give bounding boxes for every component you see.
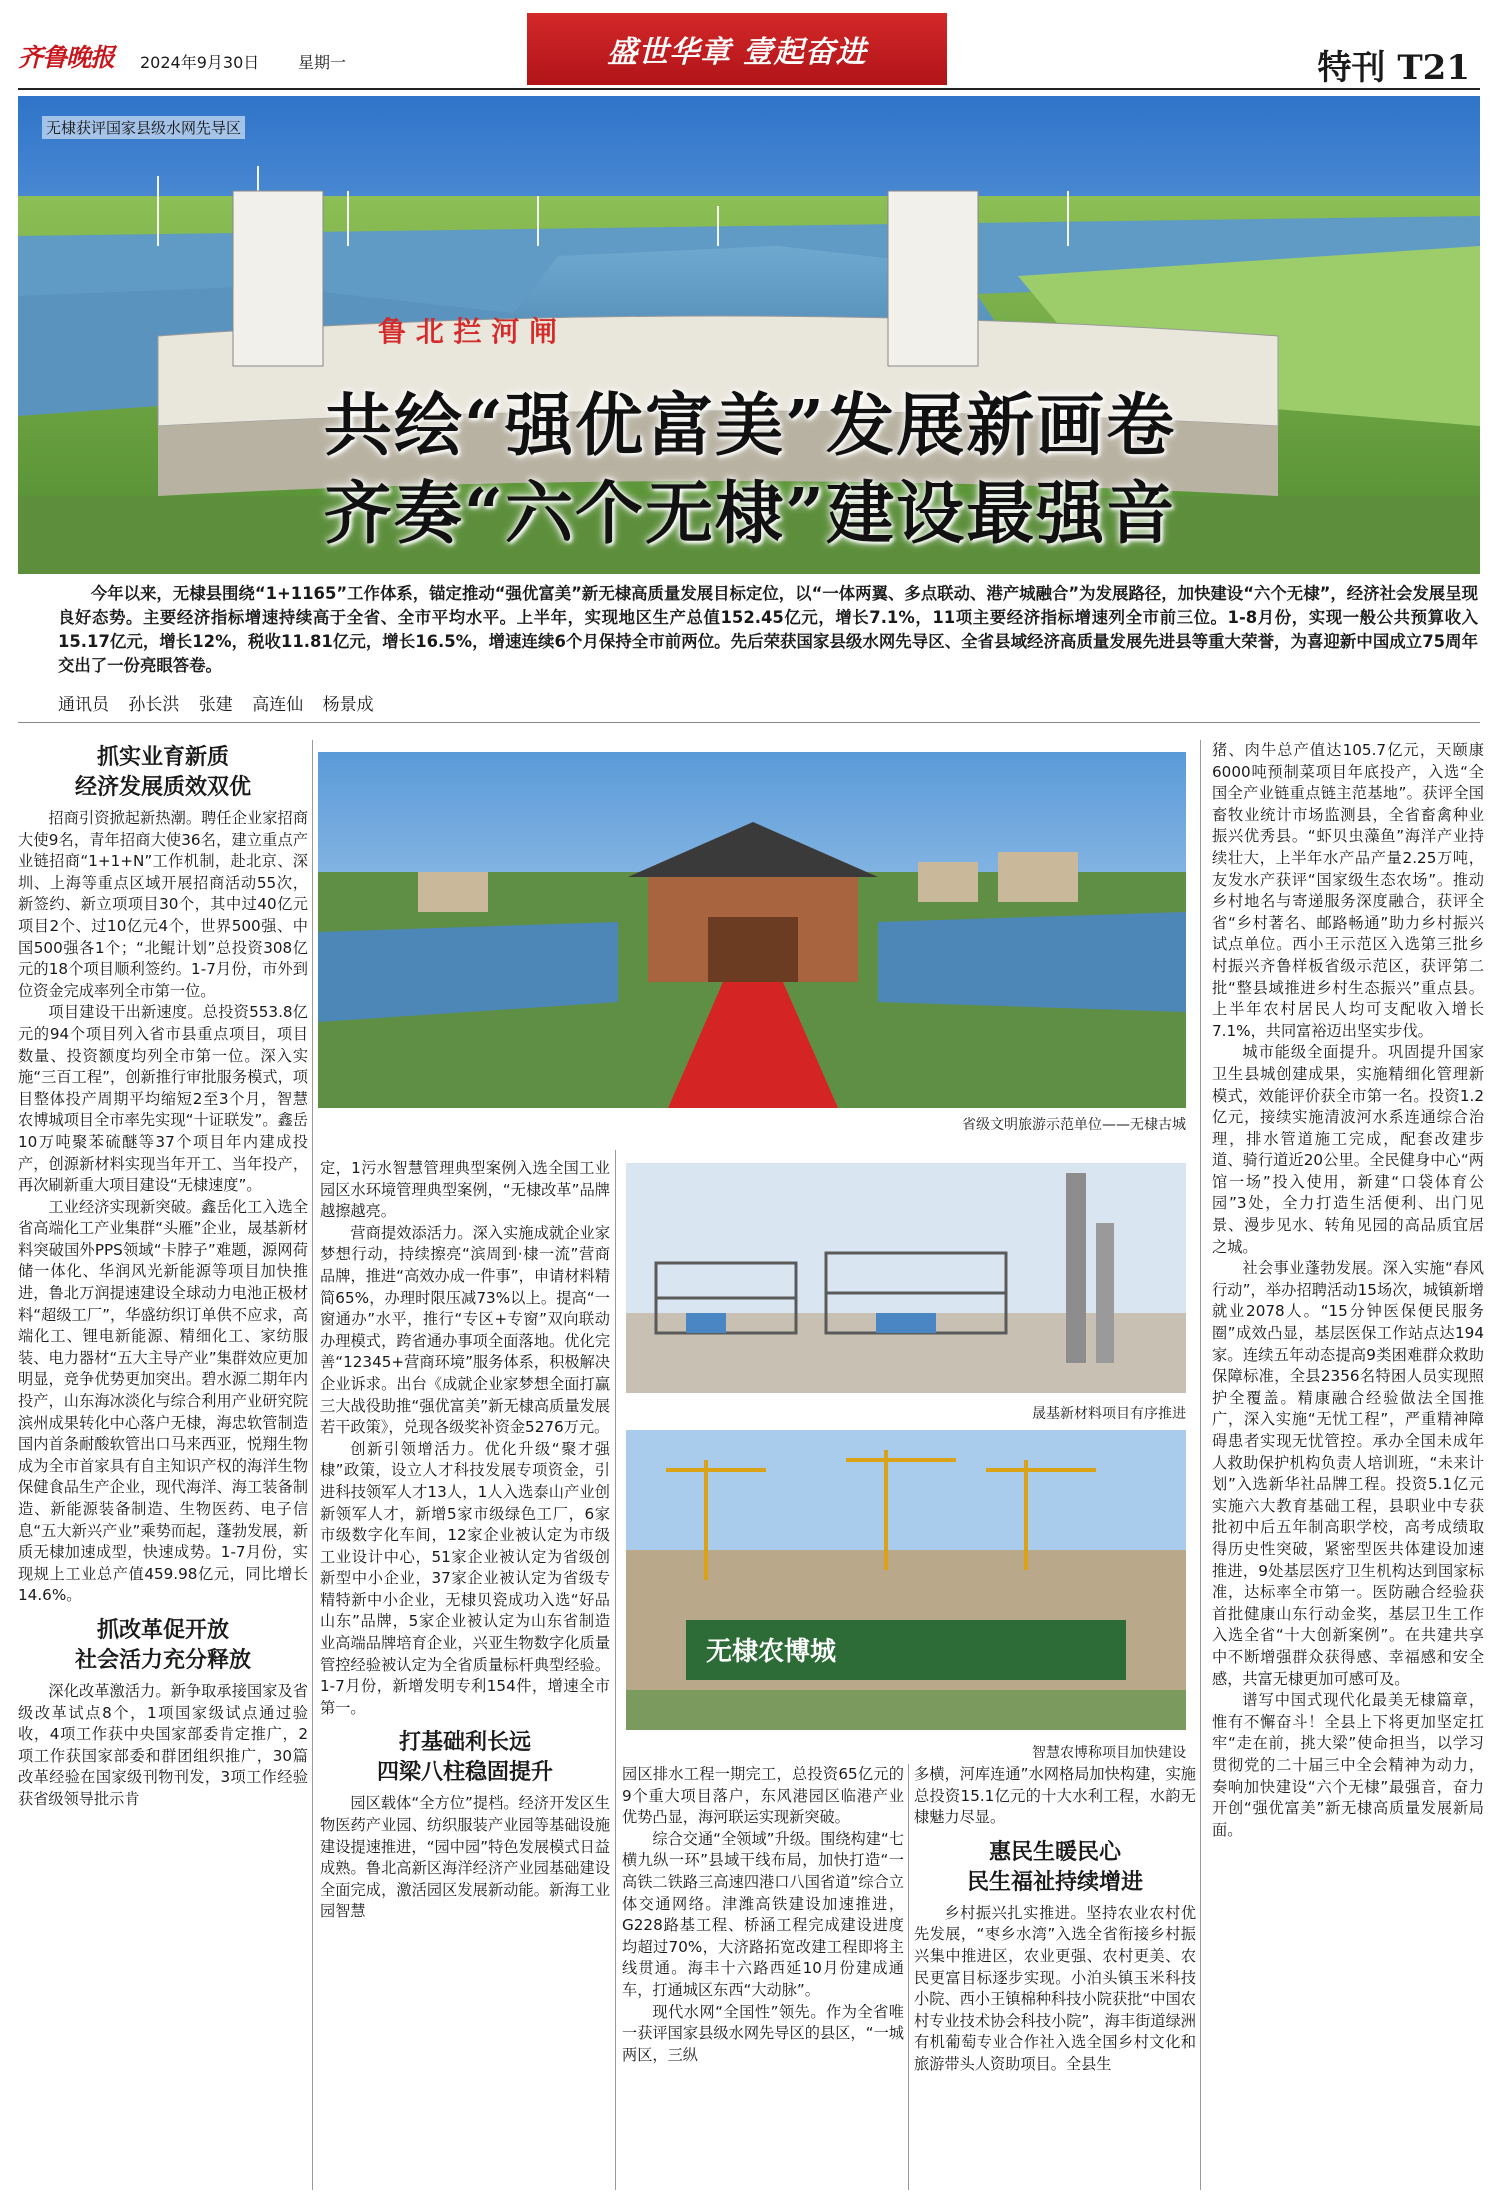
paragraph: 猪、肉牛总产值达105.7亿元，天颐康6000吨预制菜项目年底投产，入选“全国全产业链重点链主范基地”。获评全国畜牧业统计市场监测县，全省畜禽种业振兴优秀县。“虾贝虫藻鱼”海洋产业持续壮大，上半年水产品产量2.25万吨，友发水产获评“国家级生态农场”。推动乡村地名与寄递服务深度融合，获评全省“乡村著名、邮路畅通”助力乡村振兴试点单位。西小王示范区入选第三批乡村振兴齐鲁样板省级示范区，获评第二批“整县域推进乡村生态振兴”重点县。上半年农村居民人均可支配收入增长7.1%，共同富裕迈出坚实步伐。: [1212, 741, 1484, 1040]
column-divider: [908, 1764, 909, 2190]
photo-material-project: [626, 1163, 1186, 1393]
issue-weekday: 星期一: [298, 53, 347, 72]
construction-sign: 无棣农博城: [706, 1637, 837, 1667]
section-heading: 抓实业育新质 经济发展质效双优: [74, 744, 251, 800]
section-heading: 抓改革促开放 社会活力充分释放: [74, 1616, 251, 1673]
photo-agri-expo-project: [626, 1430, 1186, 1730]
paragraph: 创新引领增活力。优化升级“聚才强棣”政策，设立人才科技发展专项资金，引进科技领军人才13人，1人入选泰山产业创新领军人才，新增5家市级绿色工厂，6家市级数字化车间，12家企业被认定为市级工业设计中心，51家企业被认定为省级创新型中小企业，37家企业被认定为省级专精特新中小企业，无棣贝瓷成功入选“好品山东”品牌，5家企业被认定为山东省制造业高端品牌培育企业，兴亚生物数字化质量管控经验被认定为全省质量标杆典型经验。1-7月份，新增发明专利154件，增速全市第一。: [320, 1439, 610, 1717]
column-divider: [1200, 740, 1201, 2190]
headline-line-1: 共绘“强优富美”发展新画卷: [323, 386, 1177, 466]
paragraph: 工业经济实现新突破。鑫岳化工入选全省高端化工产业集群“头雁”企业，晟基新材料突破国外PPS领域“卡脖子”难题，源网荷储一体化、华润风光新能源等项目加快推进，鲁北万润提速建设全球动力电池正极材料“超级工厂”，华盛纺织订单供不应求，高端化工、锂电新能源、精细化工、家纺服装、电力器材“五大主导产业”集群效应更加明显，竞争优势更加突出。碧水源二期年内投产，山东海冰淡化与综合利用产业研究院滨州成果转化中心落户无棣，海忠软管制造国内首条耐酸软管出口马来西亚，悦翔生物成为全市首家具有自主知识产权的海洋生物保健食品生产企业，现代海洋、海工装备制造、新能源装备制造、生物医药、电子信息“五大新兴产业”乘势而起，蓬勃发展，新质无棣加速成型，快速成势。1-7月份，实现规上工业总产值459.98亿元，同比增长14.6%。: [18, 1197, 308, 1605]
section-heading: 打基础利长远 四梁八柱稳固提升: [376, 1729, 553, 1786]
slogan-banner: 盛世华章 壹起奋进: [527, 13, 947, 85]
header-rule: [18, 88, 1480, 90]
byline: 通讯员 孙长洪 张建 高连仙 杨景成: [58, 695, 374, 715]
photo-ancient-city: [318, 752, 1186, 1108]
paragraph: 乡村振兴扎实推进。坚持农业农村优先发展，“枣乡水湾”入选全省衔接乡村振兴集中推进区，农业更强、农村更美、农民更富目标逐步实现。小泊头镇玉米科技小院、西小王镇棉种科技小院获批“中国农村专业技术协会科技小院”，海丰街道绿洲有机葡萄专业合作社入选全国乡村文化和旅游带头人资助项目。全县生: [914, 1903, 1196, 2073]
paragraph: 园区排水工程一期完工，总投资65亿元的9个重大项目落户，东风港园区临港产业优势凸显，海河联运实现新突破。: [622, 1765, 904, 1827]
paragraph: 社会事业蓬勃发展。深入实施“春风行动”，举办招聘活动15场次，城镇新增就业2078人。“15分钟医保便民服务圈”成效凸显，基层医保工作站点达194家。连续五年动态提高9类困难群众救助保障标准，全县2356名特困人员实现照护全覆盖。精康融合经验做法全国推广，深入实施“无忧工程”，严重精神障碍患者实现无忧管控。承办全国未成年人救助保护机构负责人培训班，“未来计划”入选新华社品牌工程。投资5.1亿元实施六大教育基础工程，县职业中专获批初中后五年制高职学校，高考成绩取得历史性突破，紧密型医共体建设加速推进，9处基层医疗卫生机构达到国家标准，达标率全市第一。医防融合经验获首批健康山东行动金奖，基层卫生工作入选全省“十大创新案例”。在共建共享中不断增强群众获得感、幸福感和安全感，共富无棣更加可感可及。: [1212, 1259, 1484, 1688]
paragraph: 园区载体“全方位”提档。经济开发区生物医药产业园、纺织服装产业园等基础设施建设提速推进，“园中园”特色发展模式日益成熟。鲁北高新区海洋经济产业园基础建设全面完成，激活园区发展新动能。新海工业园智慧: [320, 1794, 610, 1921]
column-divider: [615, 1150, 616, 2190]
column-2: [320, 1158, 610, 2190]
paragraph: 营商提效添活力。深入实施成就企业家梦想行动，持续擦亮“滨周到·棣一流”营商品牌，推进“高效办成一件事”，申请材料精简65%，办理时限压减73%以上。提高“一窗通办”水平，推行“专区+专窗”双向联动办理模式，跨省通办事项全面落地。优化完善“12345+营商环境”服务体系，积极解决企业诉求。出台《成就企业家梦想全面打赢三大战役助推“强优富美”新无棣高质量发展若干政策》，兑现各级奖补资金5276万元。: [320, 1223, 610, 1437]
hero-caption: 无棣获评国家县级水网先导区: [42, 116, 245, 139]
headline-line-2: 齐奏“六个无棣”建设最强音: [323, 474, 1177, 554]
column-5: [1212, 740, 1484, 2190]
paragraph: 定，1污水智慧管理典型案例入选全国工业园区水环境管理典型案例，“无棣改革”品牌越擦越亮。: [320, 1159, 610, 1221]
section-heading: 惠民生暖民心 民生福祉持续增进: [966, 1838, 1143, 1895]
column-1: [18, 740, 308, 2190]
paragraph: 城市能级全面提升。巩固提升国家卫生县城创建成果，实施精细化管理新模式，效能评价获全市第一名。投资1.2亿元，接续实施清波河水系连通综合治理，排水管道施工完成，配套改建步道、骑行道近20公里。全民健身中心“两馆一场”投入使用，新建“口袋体育公园”3处，全力打造生活便利、出门见景、漫步见水、转角见园的高品质宜居之城。: [1212, 1043, 1484, 1256]
photo-1-caption: 省级文明旅游示范单位——无棣古城: [962, 1117, 1186, 1133]
paragraph: 深化改革激活力。新争取承接国家及省级改革试点8个，1项国家级试点通过验收，4项工作获中央国家部委肯定推广，2项工作获国家部委和群团组织推广，30篇改革经验在国家级刊物刊发，3项工作经验获省级领导批示肯: [18, 1681, 308, 1808]
newspaper-logo: 齐鲁晚报: [18, 43, 115, 72]
gate-sign: 鲁 北 拦 河 闸: [378, 315, 557, 348]
photo-2-caption: 晟基新材料项目有序推进: [1032, 1406, 1186, 1422]
lead-paragraph: 今年以来，无棣县围绕“1+1165”工作体系，锚定推动“强优富美”新无棣高质量发展目标定位，以“一体两翼、多点联动、港产城融合”为发展路径，加快建设“六个无棣”，经济社会发展呈现良好态势。主要经济指标增速持续高于全省、全市平均水平。上半年，实现地区生产总值152.45亿元，增长7.1%，11项主要经济指标增速列全市前三位。1-8月份，实现一般公共预算收入15.17亿元，增长12%，税收11.81亿元，增长16.5%，增速连续6个月保持全市前两位。先后荣获国家县级水网先导区、全省县域经济高质量发展先进县等重大荣誉，为喜迎新中国成立75周年交出了一份亮眼答卷。: [58, 584, 1478, 675]
paragraph: 招商引资掀起新热潮。聘任企业家招商大使9名，青年招商大使36名，建立重点产业链招商“1+1+N”工作机制，赴北京、深圳、上海等重点区域开展招商活动55次，新签约、新立项项目30个，其中过40亿元项目2个、过10亿元4个，世界500强、中国500强各1个；“北鲲计划”总投资308亿元的18个项目顺利签约。1-7月份，市外到位资金完成率列全市第一位。: [18, 809, 308, 1000]
issue-date: 2024年9月30日: [140, 53, 260, 72]
page-label: 特刊 T21: [1317, 48, 1470, 88]
photo-3-caption: 智慧农博称项目加快建设: [1032, 1745, 1186, 1761]
column-divider: [312, 740, 313, 2190]
paragraph: 谱写中国式现代化最美无棣篇章，惟有不懈奋斗！全县上下将更加坚定扛牢“走在前，挑大梁”使命担当，以学习贯彻党的二十届三中全会精神为动力，奏响加快建设“六个无棣”最强音，奋力开创“强优富美”新无棣高质量发展新局面。: [1212, 1691, 1484, 1839]
lead-rule: [18, 722, 1480, 723]
paragraph: 综合交通“全领域”升级。围绕构建“七横九纵一环”县域干线布局，加快打造“一高铁二铁路三高速四港口八国省道”综合立体交通网络。津潍高铁建设加速推进，G228路基工程、桥涵工程完成建设进度均超过70%，大济路拓宽改建工程即将主线贯通。海丰十六路西延10月份建成通车，打通城区东西“大动脉”。: [622, 1829, 904, 1999]
paragraph: 项目建设干出新速度。总投资553.8亿元的94个项目列入省市县重点项目，项目数量、投资额度均列全市第一位。深入实施“三百工程”，创新推行审批服务模式，项目整体投产周期平均缩短2至3个月，智慧农博城项目全市率先实现“十证联发”。鑫岳10万吨聚苯硫醚等37个项目年内建成投产，创源新材料实现当年开工、当年投产，再次刷新重大项目建设“无棣速度”。: [18, 1003, 308, 1195]
paragraph: 现代水网“全国性”领先。作为全省唯一获评国家县级水网先导区的县区，“一城两区，三纵: [622, 2002, 904, 2064]
column-3: [622, 1764, 904, 2190]
paragraph: 多横，河库连通”水网格局加快构建，实施总投资15.1亿元的十大水利工程，水韵无棣魅力尽显。: [914, 1765, 1196, 1827]
column-4: [914, 1764, 1196, 2190]
